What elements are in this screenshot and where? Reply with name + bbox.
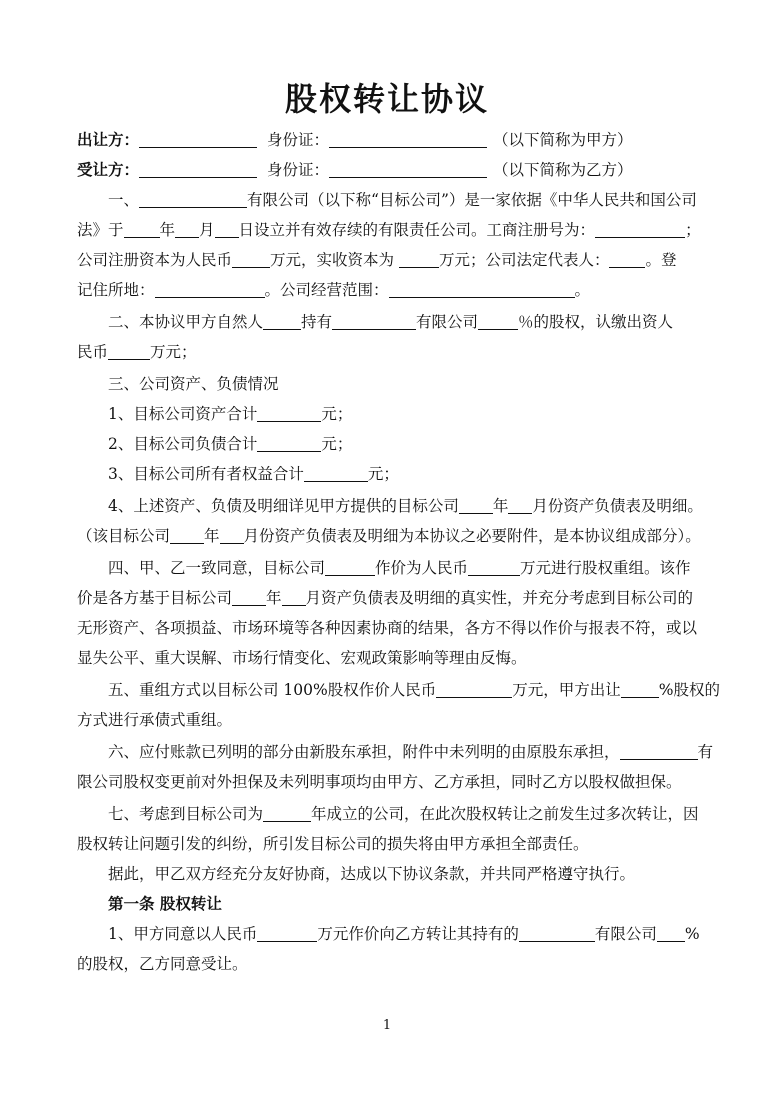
text: 月资产负债表及明细的真实性，并充分考虑到目标公司的 xyxy=(305,589,694,607)
p1-line xyxy=(77,280,699,300)
text: 年 xyxy=(204,527,220,545)
text: 有限公司 xyxy=(416,313,479,331)
p3-heading: 三、公司资产、负债情况 xyxy=(108,375,279,393)
text: 年成立的公司，在此次股权转让之前发生过多次转让，因 xyxy=(311,805,699,823)
blank-field[interactable] xyxy=(459,498,493,514)
p8-line: 据此，甲乙双方经充分友好协商，达成以下协议条款，并共同严格遵守执行。 xyxy=(108,865,636,883)
text: ； xyxy=(685,221,701,239)
p3-item xyxy=(77,496,703,516)
blank-field[interactable] xyxy=(519,926,595,942)
blank-field[interactable] xyxy=(263,314,301,330)
text: 一、 xyxy=(108,191,140,209)
text: 1、甲方同意以人民币 xyxy=(108,925,258,943)
text: 日设立并有效存续的有限责任公司。工商注册号为： xyxy=(238,221,596,239)
article-1-line xyxy=(77,924,699,944)
blank-field[interactable] xyxy=(332,314,416,330)
text: 法》于 xyxy=(77,221,124,239)
blank-field[interactable] xyxy=(175,222,199,238)
text: 六、应付账款已列明的部分由新股东承担，附件中未列明的由原股东承担， xyxy=(108,743,620,761)
text: 记住所地： xyxy=(77,281,155,299)
text: ％的股权，认缴出资人 xyxy=(518,313,674,331)
party-a-line xyxy=(77,130,699,150)
article-1-heading: 第一条 股权转让 xyxy=(108,894,222,913)
text: 民币 xyxy=(77,343,109,361)
page-number: 1 xyxy=(382,1018,392,1033)
blank-field[interactable] xyxy=(257,406,321,422)
text: 有限公司（以下称“目标公司”）是一家依据《中华人民共和国公司 xyxy=(247,191,697,209)
text: 有 xyxy=(697,743,714,761)
p3-item xyxy=(77,526,699,546)
text: 七、考虑到目标公司为 xyxy=(108,805,264,823)
text: 持有 xyxy=(301,313,333,331)
text: 月份资产负债表及明细为本协议之必要附件，是本协议组成部分）。 xyxy=(243,527,701,545)
blank-field[interactable] xyxy=(155,282,265,298)
text: % xyxy=(684,925,700,943)
text: 年 xyxy=(266,589,282,607)
party-b-label: 受让方： xyxy=(77,160,140,179)
blank-field[interactable] xyxy=(657,926,685,942)
blank-field[interactable] xyxy=(108,344,150,360)
blank-field[interactable] xyxy=(124,222,160,238)
p7-line xyxy=(77,804,699,824)
blank-field[interactable] xyxy=(282,590,306,606)
text: 万元进行股权重组。该作 xyxy=(520,559,691,577)
p3-item xyxy=(77,464,699,484)
text: 元； xyxy=(321,435,353,453)
text: 元； xyxy=(321,405,353,423)
blank-field[interactable] xyxy=(609,252,645,268)
p4-line: 无形资产、各项损益、市场环境等各种因素协商的结果，各方不得以作价与报表不符，或以 xyxy=(77,619,698,637)
text: 2、目标公司负债合计 xyxy=(108,435,258,453)
document-title: 股权转让协议 xyxy=(284,80,489,118)
blank-field[interactable] xyxy=(232,590,266,606)
id-label: 身份证： xyxy=(267,131,330,149)
blank-field[interactable] xyxy=(325,560,375,576)
blank-field[interactable] xyxy=(329,162,487,178)
text: 万元，甲方出让 xyxy=(512,681,621,699)
blank-field[interactable] xyxy=(215,222,239,238)
text: 万元； xyxy=(150,343,197,361)
text: （该目标公司 xyxy=(77,527,171,545)
blank-field[interactable] xyxy=(508,498,532,514)
p2-line xyxy=(77,342,699,362)
text: 元； xyxy=(367,465,399,483)
blank-field[interactable] xyxy=(620,744,698,760)
blank-field[interactable] xyxy=(170,528,204,544)
blank-field[interactable] xyxy=(468,560,520,576)
text: 年 xyxy=(492,497,509,515)
p6-line: 限公司股权变更前对外担保及未列明事项均由甲方、乙方承担，同时乙方以股权做担保。 xyxy=(77,773,682,791)
blank-field[interactable] xyxy=(232,252,270,268)
party-b-line xyxy=(77,160,699,180)
blank-field[interactable] xyxy=(389,282,575,298)
text: 1、目标公司资产合计 xyxy=(108,405,258,423)
id-label: 身份证： xyxy=(267,161,330,179)
text: 万元；公司法定代表人： xyxy=(438,251,610,269)
p3-item xyxy=(77,434,699,454)
p4-line: 显失公平、重大误解、市场行情变化、宏观政策影响等理由反悔。 xyxy=(77,649,527,667)
text: 作价为人民币 xyxy=(375,559,469,577)
blank-field[interactable] xyxy=(257,926,317,942)
p3-item xyxy=(77,404,699,424)
blank-field[interactable] xyxy=(257,436,321,452)
text: 有限公司 xyxy=(594,925,657,943)
p4-line xyxy=(77,558,699,578)
p4-line xyxy=(77,588,699,608)
text: 月份资产负债表及明细。 xyxy=(532,497,703,515)
p1-line xyxy=(77,250,699,270)
text: 3、目标公司所有者权益合计 xyxy=(108,465,304,483)
p5-line xyxy=(77,680,720,700)
text: %股权的 xyxy=(658,681,720,699)
text: 四、甲、乙一致同意，目标公司 xyxy=(108,559,326,577)
text: 。公司经营范围： xyxy=(264,281,389,299)
p5-line: 方式进行承债式重组。 xyxy=(77,711,233,729)
party-a-note: （以下简称为甲方） xyxy=(493,131,633,149)
text: 万元，实收资本为 xyxy=(270,251,399,269)
blank-field[interactable] xyxy=(329,132,487,148)
text: 二、本协议甲方自然人 xyxy=(108,313,264,331)
blank-field[interactable] xyxy=(478,314,518,330)
p7-line: 股权转让问题引发的纠纷，所引发目标公司的损失将由甲方承担全部责任。 xyxy=(77,835,589,853)
blank-field[interactable] xyxy=(139,192,247,208)
party-a-label: 出让方： xyxy=(77,130,140,149)
p1-line xyxy=(77,220,699,240)
text: 五、重组方式以目标公司 100%股权作价人民币 xyxy=(108,681,437,699)
text: 万元作价向乙方转让其持有的 xyxy=(317,925,519,943)
blank-field[interactable] xyxy=(399,252,439,268)
party-b-note: （以下简称为乙方） xyxy=(493,161,633,179)
blank-field[interactable] xyxy=(220,528,244,544)
text: 月 xyxy=(199,221,215,239)
blank-field[interactable] xyxy=(436,682,512,698)
text: 价是各方基于目标公司 xyxy=(77,589,233,607)
p6-line xyxy=(77,742,714,762)
text: 4、上述资产、负债及明细详见甲方提供的目标公司 xyxy=(108,497,459,515)
article-1-line: 的股权，乙方同意受让。 xyxy=(77,955,248,973)
text: 公司注册资本为人民币 xyxy=(77,251,233,269)
text: 年 xyxy=(159,221,176,239)
text: 。 xyxy=(574,281,591,299)
text: 。登 xyxy=(645,251,677,269)
p2-line xyxy=(77,312,699,332)
blank-field[interactable] xyxy=(621,682,659,698)
blank-field[interactable] xyxy=(304,466,368,482)
blank-field[interactable] xyxy=(139,132,257,148)
blank-field[interactable] xyxy=(595,222,685,238)
p1-line xyxy=(77,190,699,210)
blank-field[interactable] xyxy=(139,162,257,178)
blank-field[interactable] xyxy=(263,806,311,822)
